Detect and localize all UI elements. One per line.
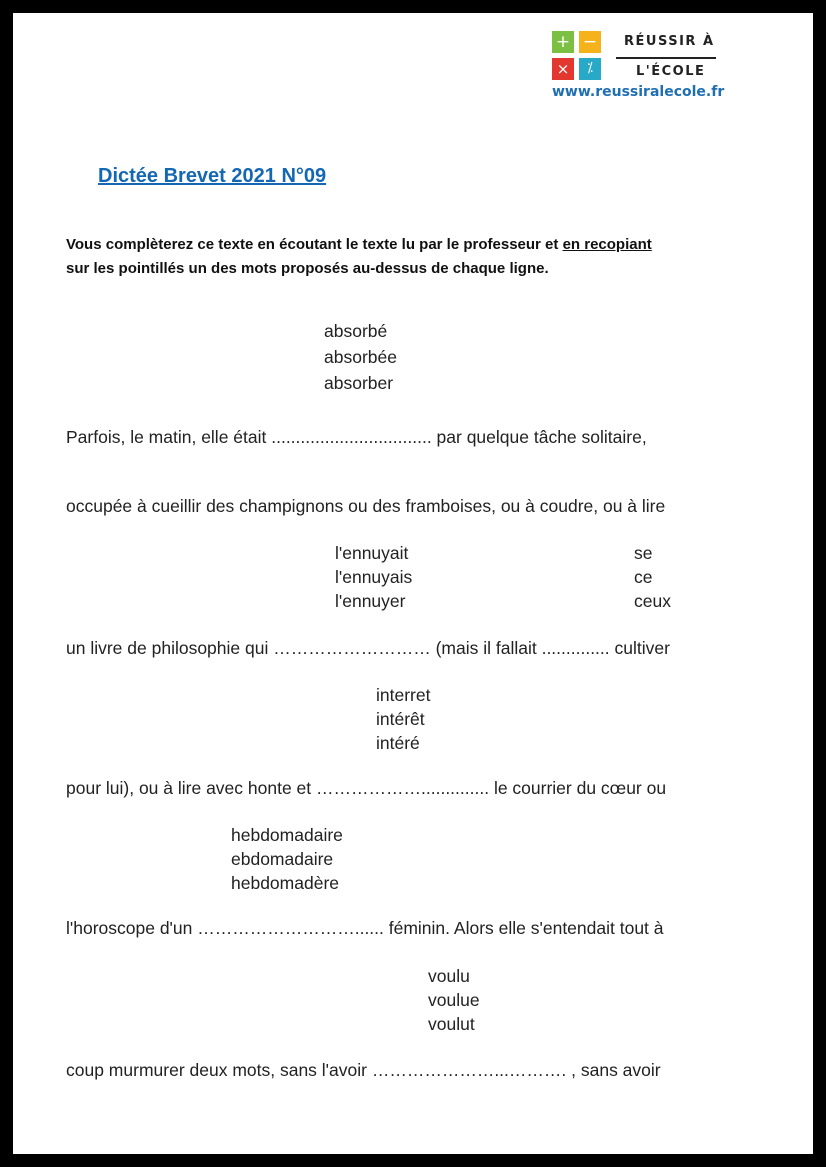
dictation-line-1: Parfois, le matin, elle était ................................. par quelque tâche solitaire, xyxy=(66,427,647,447)
word-option: absorber xyxy=(324,373,394,393)
word-option: hebdomadère xyxy=(231,873,339,893)
brand-divider xyxy=(616,57,716,59)
word-option: voulut xyxy=(428,1014,475,1034)
dictation-line-5: l'horoscope d'un ………………………...... féminin. Alors elle s'entendait tout à xyxy=(66,918,664,938)
divide-icon: ⁒ xyxy=(579,58,601,80)
site-logo[interactable] xyxy=(552,31,752,131)
brand-name-line1: RÉUSSIR À xyxy=(624,34,715,49)
word-option: l'ennuyer xyxy=(335,591,406,611)
dictation-line-4: pour lui), ou à lire avec honte et ……………….............. le courrier du cœur ou xyxy=(66,778,667,798)
word-option: absorbée xyxy=(324,347,397,367)
instructions-line1: Vous complèterez ce texte en écoutant le texte lu par le professeur et xyxy=(66,236,563,253)
word-option: ce xyxy=(634,567,653,587)
brand-name-line2: L'ÉCOLE xyxy=(636,64,706,79)
dictation-line-6: coup murmurer deux mots, sans l'avoir …………………...………. , sans avoir xyxy=(66,1060,661,1080)
word-option: ceux xyxy=(634,591,671,611)
dictation-line-3: un livre de philosophie qui ……………………… (mais il fallait .............. cultiver xyxy=(66,638,670,658)
word-choices-5 xyxy=(231,823,343,895)
word-choices-3b xyxy=(634,541,671,613)
word-option: l'ennuyais xyxy=(335,567,413,587)
dictation-line-2: occupée à cueillir des champignons ou des framboises, ou à coudre, ou à lire xyxy=(66,496,666,516)
word-option: interret xyxy=(376,685,431,705)
word-option: se xyxy=(634,543,653,563)
word-option: voulue xyxy=(428,990,480,1010)
word-option: intérêt xyxy=(376,709,425,729)
word-choices-6 xyxy=(428,964,480,1036)
word-choices-1 xyxy=(324,318,397,396)
word-choices-3a xyxy=(335,541,412,613)
instructions xyxy=(66,233,652,281)
word-option: absorbé xyxy=(324,321,388,341)
times-icon: × xyxy=(552,58,574,80)
word-option: intéré xyxy=(376,733,420,753)
word-choices-4 xyxy=(376,683,430,755)
worksheet-page xyxy=(13,13,813,1154)
minus-icon: − xyxy=(579,31,601,53)
instructions-line2: sur les pointillés un des mots proposés au-dessus de chaque ligne. xyxy=(66,260,549,277)
site-url-link[interactable]: www.reussiralecole.fr xyxy=(552,84,725,100)
word-option: ebdomadaire xyxy=(231,849,334,869)
word-option: l'ennuyait xyxy=(335,543,409,563)
plus-icon: + xyxy=(552,31,574,53)
instructions-underlined: en recopiant xyxy=(562,236,652,253)
page-title: Dictée Brevet 2021 N°09 xyxy=(98,165,327,187)
word-option: hebdomadaire xyxy=(231,825,343,845)
word-option: voulu xyxy=(428,966,470,986)
